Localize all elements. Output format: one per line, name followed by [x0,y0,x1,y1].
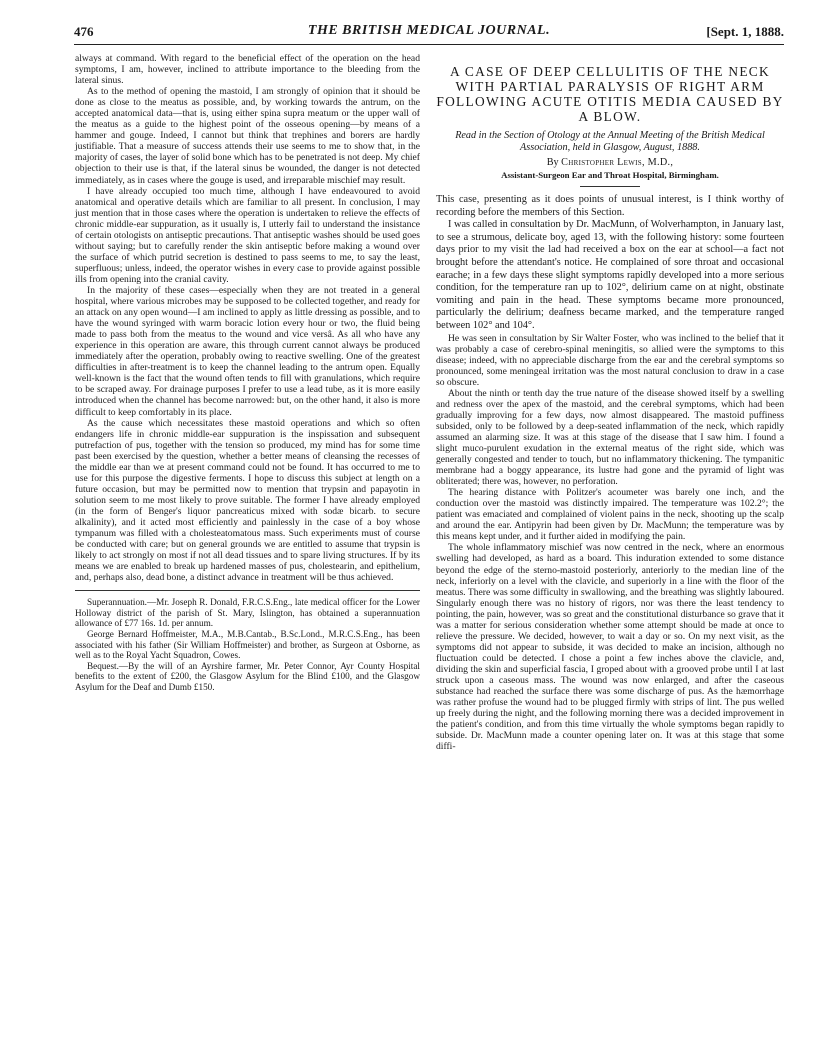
news-note: Superannuation.—Mr. Joseph R. Donald, F.R.C.S.Eng., late medical officer for the Lower Holloway district of the parish of St. Mary, Islington, has obtained a superannuation allowance of £77 16s. 1d. per annum. [75,597,420,629]
author-name: Christopher Lewis, M.D., [561,157,674,168]
paragraph: The whole inflammatory mischief was now centred in the neck, where an enormous swelling had developed, as hard as a board. This induration extended to some distance beyond the edge of the sterno-mastoid posteriorly, anteriorly to the median line of the neck, inferiorly on a level with the clavicle, and superiorly in a line with the floor of the meatus. There was some difficulty in swallowing, and the breathing was slightly laboured. Singularly enough there was no history of rigors, nor was there the least tendency to pointing, the pain, however, was so great and the constitutional disturbance so grave that it was a matter for serious consideration whether some attempt should be made at once to relieve the pressure. We decided, however, to wait a day or so. On my next visit, as the symptoms did not appear to subside, it was decided to make an incision, although no fluctuation could be detected. I chose a point a few inches above the clavicle, and, dividing the skin and superficial fascia, I groped about with a grooved probe until I at last struck upon a caseous mass. The wound was now enlarged, and after the caseous substance had reached the surface there was some discharge of pus. As the hæmorrhage was rather profuse the wound had to be plugged firmly with strips of lint. The pus welled up freely during the night, and the following morning there was a decided improvement in the patient's condition, and from this time virtually the whole symptoms began rapidly to subside. Dr. MacMunn made a counter opening later on. It was at this stage that some diffi- [436,542,784,753]
title-divider [580,186,640,187]
author-prefix: By [546,157,559,168]
paragraph: As the cause which necessitates these mastoid operations and which so often endangers life in chronic middle-ear suppuration is the inspissation and subsequent putrefaction of pus, together with the tension so produced, my mind has for some time past been exercised by the question, whether a better means of cleansing the recesses of the middle ear than we at present command could not be found. It has occurred to me to use for this purpose the digestive ferments. I hope to discuss this subject at length on a future occasion, but may be permitted now to mention that trypsin and papayotin in solution seem to me most likely to prove suitable. The former I have already employed (in the form of Benger's liquor pancreaticus mixed with sodæ bicarb. to secure alkalinity), and it acted most efficiently and painlessly in the case of a boy whose tympanum was filled with a cholesteatomatous mass. Such experiments must of course be conducted with care; but on general grounds we are entitled to assume that trypsin is likely to act strongly on most if not all dead tissues and to spare living structures. If by its means we are enabled to break up hardened masses of pus, cholestearin, and epithelium, and, perhaps also, dead bone, a distinct advance in treatment will be thus achieved. [75,417,420,584]
page-number: 476 [74,24,94,39]
paragraph: This case, presenting as it does points of unusual interest, is I think worthy of recording before the members of this Section. [436,194,784,218]
section-divider [75,590,420,591]
article-title: A CASE OF DEEP CELLULITIS OF THE NECK WITH PARTIAL PARALYSIS OF RIGHT ARM FOLLOWING ACUTE OTITIS MEDIA CAUSED BY A BLOW. [436,64,784,124]
journal-title: THE BRITISH MEDICAL JOURNAL. [307,23,551,38]
paragraph: In the majority of these cases—especially when they are not treated in a general hospital, where various microbes may be supposed to be collected together, and ready for an attack on any open wound—I am inclined to apply as little dressing as possible, and to have the wound syringed with warm boracic lotion every hour or two, the fluid being made to pass both from the meatus to the wound and vice versâ. As all who have any experience in this operation are aware, this through current cannot always be produced immediately after the operation, probably owing to reactive swelling. One of the greatest difficulties in after-treatment is to keep the channel leading to the antrum open. Equally well-known is the fact that the wound often tends to fill with granulations, which require to be scraped away. For drainage purposes I prefer to use a lead tube, as it is more easily introduced when the channel has become narrowed: but, on the other hand, it also is more difficult to keep comfortably in its place. [75,284,420,418]
right-column [436,53,784,752]
news-note: Bequest.—By the will of an Ayrshire farmer, Mr. Peter Connor, Ayr County Hospital benefits to the extent of £200, the Glasgow Asylum for the Blind £100, and the Glasgow Asylum for the Deaf and Dumb £150. [75,660,420,692]
issue-date: [Sept. 1, 1888. [706,24,784,39]
page-header [74,22,784,45]
left-column [75,53,420,693]
article-author [436,157,784,169]
article-subtitle: Read in the Section of Otology at the Annual Meeting of the British Medical Association, held in Glasgow, August, 1888. [455,130,765,153]
author-affiliation: Assistant-Surgeon Ear and Throat Hospital, Birmingham. [501,170,719,180]
paragraph: The hearing distance with Politzer's acoumeter was barely one inch, and the conduction over the mastoid was distinctly impaired. The temperature was 102.2°; the patient was emaciated and complained of violent pains in the neck, shooting up the scalp and around the ear. Antipyrin had been given by Dr. MacMunn; the temperature was by this means kept under, and it further aided in modifying the pain. [436,487,784,543]
article-body [436,333,784,753]
paragraph: He was seen in consultation by Sir Walter Foster, who was inclined to the belief that it was probably a case of cerebro-spinal meningitis, so allied were the symptoms to this disease; indeed, with no appreciable discharge from the ear and the cerebral symptoms so pronounced, some meningeal irritation was the most natural conclusion to draw in a case so obscure. [436,332,784,388]
paragraph: As to the method of opening the mastoid, I am strongly of opinion that it should be done as close to the meatus as possible, and, by working towards the antrum, on the accepted anatomical data—that is, using either spina supra meatum or the upper wall of the meatus as a guide to the highest point of the osseous opening—by means of a hammer and gouge. Indeed, I cannot but think that trephines and borers are hardly justifiable. That a measure of success attends their use seems to me to show that, in the majority of cases, the layer of solid bone which has to be penetrated is not deep. My chief objection to their use is that, if the lateral sinus be wounded, the danger is not detected immediately, as in cases where the gouge is used, and irreparable mischief may result. [75,86,420,186]
paragraph: About the ninth or tenth day the true nature of the disease showed itself by a swelling and redness over the apex of the mastoid, and the cerebral symptoms, which had been gradually improving for a few days, now almost disappeared. The mastoid puffiness subsided, only to be followed by a deep-seated inflammation of the neck, which rapidly assumed an alarming size. It was at this stage of the disease that I saw him. I found a slight muco-purulent exudation in the external meatus of the right side, which was generally congested and tender to touch, but no inflammatory thickening. The tympanitic membrane had a boggy appearance, its lustre had gone and the pyramid of light was obliterated; there was, however, no perforation. [436,387,784,488]
article-intro [436,194,784,333]
paragraph: I have already occupied too much time, although I have endeavoured to avoid anatomical and operative details which are familiar to all present. In conclusion, I may just mention that in those cases where the operation is undertaken to relieve the effects of chronic middle-ear suppuration, as it usually is, I utterly fail to understand the insistance of certain otologists on antiseptic precautions. That antiseptic washes should be used goes without saying; but to carefully render the skin antiseptic before making a wound over the surface of which putrid secretion is destined to pass seems to me, to say the least, superfluous; unless, indeed, the operator wishes in every case to provide against possible ills from opening into the cranial cavity. [75,185,420,285]
paragraph: always at command. With regard to the beneficial effect of the operation on the head symptoms, I am, however, inclined to attribute importance to the bleeding from the lateral sinus. [75,53,420,87]
news-notes [75,597,420,692]
news-note: George Bernard Hoffmeister, M.A., M.B.Cantab., B.Sc.Lond., M.R.C.S.Eng., has been associated with his father (Sir William Hoffmeister) and brother, as Surgeon at Osborne, as well as to the Royal Yacht Squadron, Cowes. [75,629,420,661]
paragraph: I was called in consultation by Dr. MacMunn, of Wolverhampton, in January last, to see a strumous, delicate boy, aged 13, with the following history: some fourteen days prior to my visit the lad had received a box on the ear at school—a fact not brought before the attendant's notice. He complained of sore throat and occasional earache; in a few days these slight symptoms rapidly developed into a more serious condition, for the temperature ran up to 102°, delirium came on at night, obstinate vomiting and pain in the head. These symptoms became more pronounced, particularly the delirium; deafness became marked, and the temperature ranged between 102° and 104°. [436,219,784,331]
